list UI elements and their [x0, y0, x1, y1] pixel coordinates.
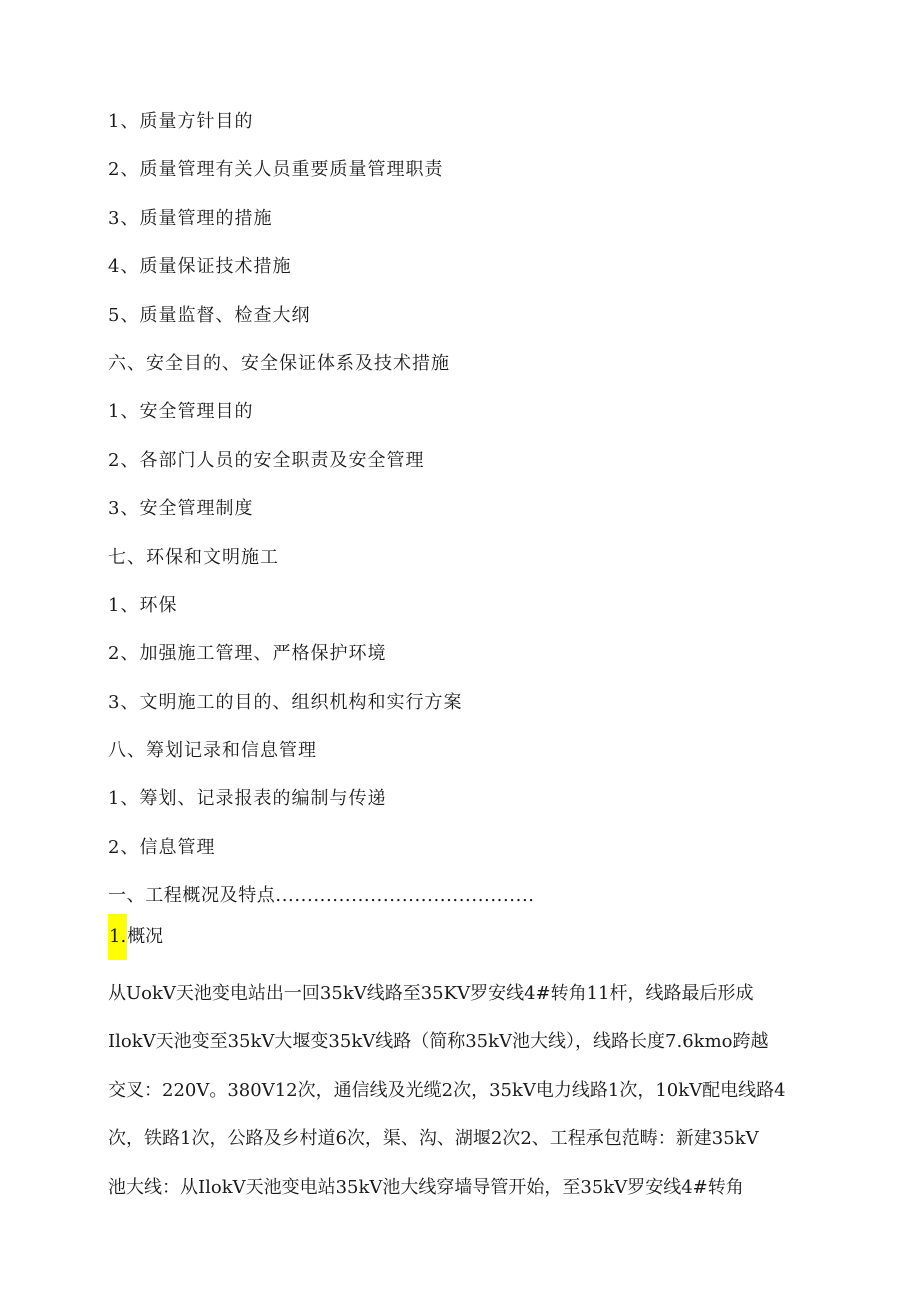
toc-item: 2、信息管理 — [108, 836, 216, 858]
toc-item: 3、文明施工的目的、组织机构和实行方案 — [108, 691, 463, 713]
toc-item: 七、环保和文明施工 — [108, 546, 279, 568]
toc-item: 5、质量监督、检查大纲 — [108, 304, 311, 326]
body-line: 从UokV天池变电站出一回35kV线路至35KV罗安线4#转角11杆，线路最后形成 — [108, 983, 754, 1004]
toc-item: 六、安全目的、安全保证体系及技术措施 — [108, 352, 450, 374]
toc-item: 4、质量保证技术措施 — [108, 256, 292, 278]
toc-item: 1、筹划、记录报表的编制与传递 — [108, 788, 387, 810]
toc-item: 3、安全管理制度 — [108, 498, 254, 520]
body-paragraph — [108, 970, 824, 1212]
section-number-highlight: 1. — [108, 914, 127, 960]
toc-item: 1、质量方针目的 — [108, 111, 254, 132]
toc-item: 3、质量管理的措施 — [108, 207, 273, 229]
toc-item: 2、各部门人员的安全职责及安全管理 — [108, 449, 425, 471]
body-line: 交叉：220V。380V12次，通信线及光缆2次，35kV电力线路1次，10kV配电线路4 — [108, 1079, 786, 1101]
body-line: 次，铁路1次，公路及乡村道6次，渠、沟、湖堰2次2、工程承包范畴：新建35kV — [108, 1128, 759, 1150]
table-of-contents — [108, 104, 828, 927]
toc-item: 八、筹划记录和信息管理 — [108, 740, 317, 762]
section-heading — [108, 914, 163, 960]
section-title: 概况 — [127, 926, 164, 947]
toc-item: 1、安全管理目的 — [108, 401, 254, 423]
toc-item: 1、环保 — [108, 594, 178, 616]
toc-item: 2、加强施工管理、严格保护环境 — [108, 643, 387, 665]
body-line: IlokV天池变至35kV大堰变35kV线路（简称35kV池大线），线路长度7.6kmo跨越 — [108, 1031, 769, 1053]
body-line: 池大线：从IlokV天池变电站35kV池大线穿墙导管开始，至35kV罗安线4#转角 — [108, 1176, 744, 1198]
toc-item-dotted: 一、工程概况及特点......................................... — [108, 885, 535, 907]
toc-item: 2、质量管理有关人员重要质量管理职责 — [108, 159, 444, 181]
